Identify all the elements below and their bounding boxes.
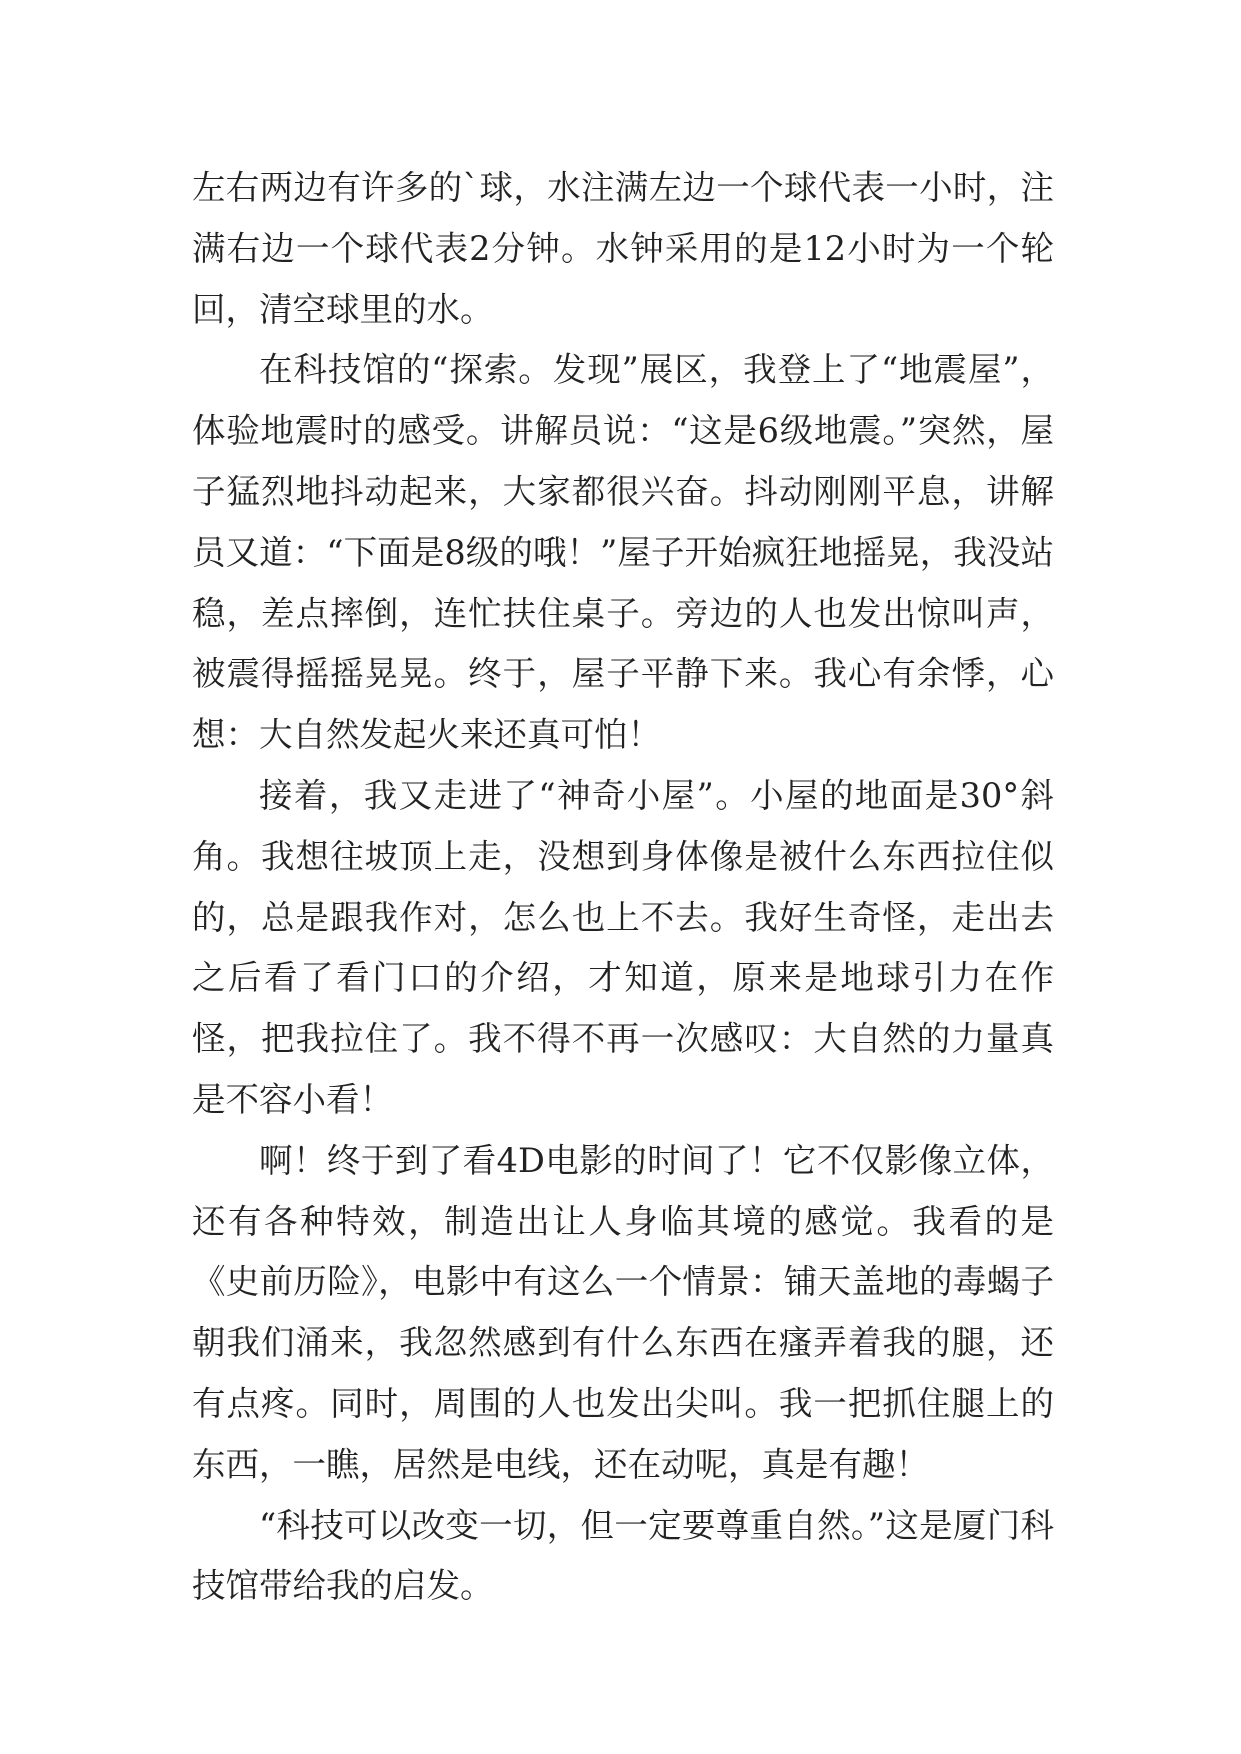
paragraph-magic-house: 接着，我又走进了“神奇小屋”。小屋的地面是30°斜角。我想往坡顶上走，没想到身体像是被什么东西拉住似的，总是跟我作对，怎么也上不去。我好生奇怪，走出去之后看了看门口的介绍，才知道，原来是地球引力在作怪，把我拉住了。我不得不再一次感叹：大自然的力量真是不容小看！ bbox=[192, 775, 1054, 1119]
paragraph-water-clock: 左右两边有许多的`球，水注满左边一个球代表一小时，注满右边一个球代表2分钟。水钟采用的是12小时为一个轮回，清空球里的水。 bbox=[192, 168, 1054, 329]
paragraph-earthquake-house: 在科技馆的“探索。发现”展区，我登上了“地震屋”，体验地震时的感受。讲解员说：“这是6级地震。”突然，屋子猛烈地抖动起来，大家都很兴奋。抖动刚刚平息，讲解员又道：“下面是8级的哦！”屋子开始疯狂地摇晃，我没站稳，差点摔倒，连忙扶住桌子。旁边的人也发出惊叫声，被震得摇摇晃晃。终于，屋子平静下来。我心有余悸，心想：大自然发起火来还真可怕！ bbox=[192, 350, 1054, 755]
paragraph-4d-movie: 啊！终于到了看4D电影的时间了！它不仅影像立体，还有各种特效，制造出让人身临其境的感觉。我看的是《史前历险》，电影中有这么一个情景：铺天盖地的毒蝎子朝我们涌来，我忽然感到有什么东西在瘙弄着我的腿，还有点疼。同时，周围的人也发出尖叫。我一把抓住腿上的东西，一瞧，居然是电线，还在动呢，真是有趣！ bbox=[192, 1140, 1054, 1484]
paragraph-conclusion: “科技可以改变一切，但一定要尊重自然。”这是厦门科技馆带给我的启发。 bbox=[192, 1505, 1054, 1606]
document-body bbox=[192, 158, 1054, 1617]
